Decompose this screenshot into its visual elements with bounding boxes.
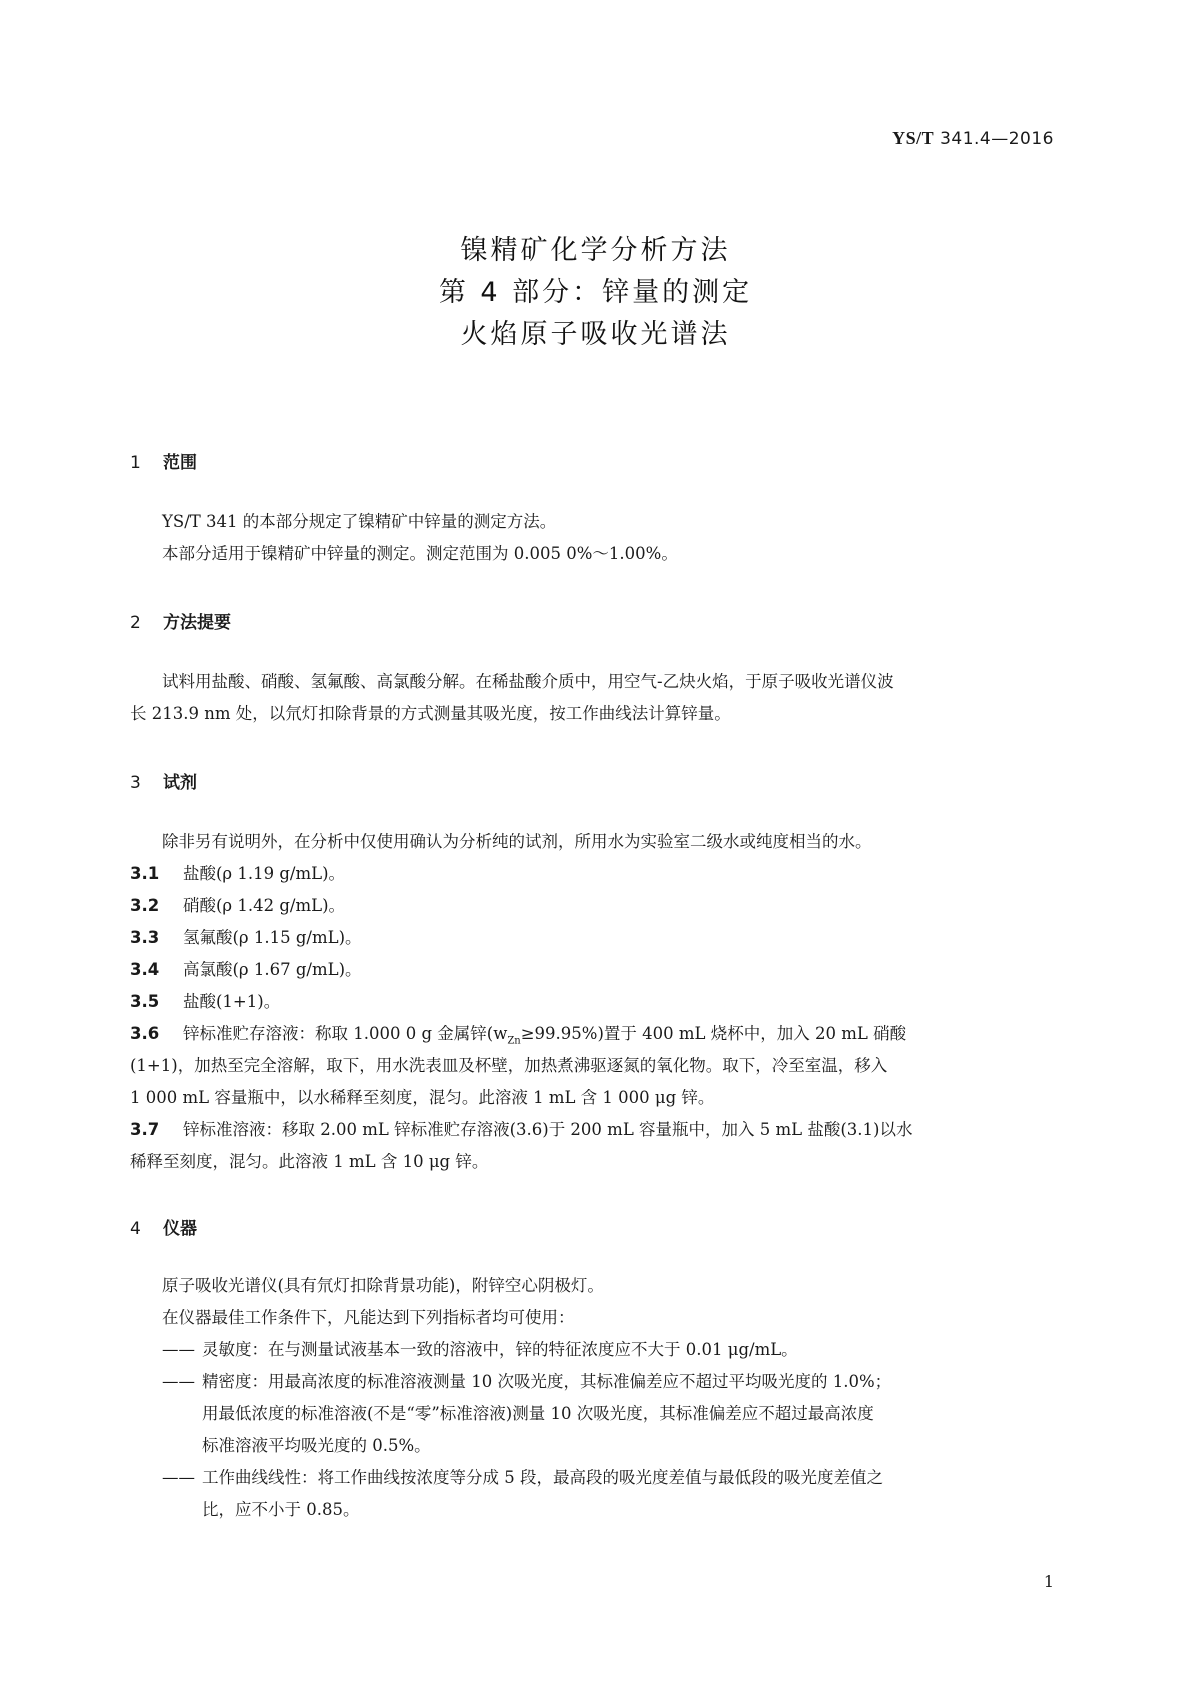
section-4-heading: 4 仪器 bbox=[130, 1219, 197, 1239]
section-3-intro: 除非另有说明外，在分析中仅使用确认为分析纯的试剂，所用水为实验室二级水或纯度相当的水。 bbox=[162, 832, 872, 851]
page-number: 1 bbox=[1043, 1572, 1054, 1591]
reagent-3-6: 3.6 锌标准贮存溶液：称取 1.000 0 g 金属锌$(w_{Zn}\ge 99.95\%)$置于 400 mL 烧杯中，加入 20 mL 硝酸 bbox=[130, 1024, 907, 1047]
reagent-3-6-line-3: 1 000 mL 容量瓶中，以水稀释至刻度，混匀。此溶液 1 mL 含 1 000 μg 锌。 bbox=[130, 1088, 715, 1107]
section-2-paragraph-line-1: 试料用盐酸、硝酸、氢氟酸、高氯酸分解。在稀盐酸介质中，用空气-乙炔火焰，于原子吸收光谱仪波 bbox=[162, 672, 894, 691]
section-4-paragraph-1: 原子吸收光谱仪(具有氘灯扣除背景功能)，附锌空心阴极灯。 bbox=[162, 1276, 604, 1295]
section-2-paragraph-line-2: 长 213.9 nm 处，以氘灯扣除背景的方式测量其吸光度，按工作曲线法计算锌量。 bbox=[130, 704, 731, 723]
title-line-1: 镍精矿化学分析方法 bbox=[460, 235, 731, 266]
section-2-heading: 2 方法提要 bbox=[130, 613, 231, 633]
criterion-precision: —— 精密度：用最高浓度的标准溶液测量 10 次吸光度，其标准偏差应不超过平均吸光度的 1.0%； bbox=[162, 1372, 892, 1391]
reagent-3-2: 3.2 硝酸(ρ 1.42 g/mL)。 bbox=[130, 896, 346, 915]
reagent-3-5: 3.5 盐酸(1+1)。 bbox=[130, 992, 281, 1011]
section-3-heading: 3 试剂 bbox=[130, 773, 197, 793]
criterion-linearity: —— 工作曲线线性：将工作曲线按浓度等分成 5 段，最高段的吸光度差值与最低段的吸光度差值之 bbox=[162, 1468, 883, 1487]
criterion-precision-line-2: 用最低浓度的标准溶液(不是“零”标准溶液)测量 10 次吸光度，其标准偏差应不超过最高浓度 bbox=[202, 1404, 874, 1423]
criterion-linearity-line-2: 比，应不小于 0.85。 bbox=[202, 1500, 360, 1519]
standard-code: 341.4—2016 bbox=[940, 129, 1054, 149]
standard-prefix: YS/T bbox=[892, 128, 935, 148]
reagent-3-7: 3.7 锌标准溶液：移取 2.00 mL 锌标准贮存溶液(3.6)于 200 mL 容量瓶中，加入 5 mL 盐酸(3.1)以水 bbox=[130, 1120, 913, 1139]
section-1-paragraph-2: 本部分适用于镍精矿中锌量的测定。测定范围为 0.005 0%～1.00%。 bbox=[162, 544, 678, 563]
reagent-3-7-line-2: 稀释至刻度，混匀。此溶液 1 mL 含 10 μg 锌。 bbox=[130, 1152, 489, 1171]
reagent-3-3: 3.3 氢氟酸(ρ 1.15 g/mL)。 bbox=[130, 928, 362, 947]
reagent-3-4: 3.4 高氯酸(ρ 1.67 g/mL)。 bbox=[130, 960, 362, 979]
reagent-3-6-line-2: (1+1)，加热至完全溶解，取下，用水洗表皿及杯壁，加热煮沸驱逐氮的氧化物。取下，冷至室温，移入 bbox=[130, 1056, 888, 1075]
criterion-sensitivity: —— 灵敏度：在与测量试液基本一致的溶液中，锌的特征浓度应不大于 0.01 μg/mL。 bbox=[162, 1340, 798, 1359]
reagent-3-1: 3.1 盐酸(ρ 1.19 g/mL)。 bbox=[130, 864, 346, 883]
section-4-paragraph-2: 在仪器最佳工作条件下，凡能达到下列指标者均可使用： bbox=[162, 1308, 575, 1327]
standard-number bbox=[892, 128, 1054, 149]
section-1-paragraph-1: YS/T 341 的本部分规定了镍精矿中锌量的测定方法。 bbox=[162, 512, 557, 531]
section-1-heading: 1 范围 bbox=[130, 453, 197, 473]
criterion-precision-line-3: 标准溶液平均吸光度的 0.5%。 bbox=[202, 1436, 431, 1455]
title-line-3: 火焰原子吸收光谱法 bbox=[460, 319, 731, 350]
document-title bbox=[0, 230, 1191, 356]
title-line-2: 第 4 部分：锌量的测定 bbox=[438, 277, 753, 308]
